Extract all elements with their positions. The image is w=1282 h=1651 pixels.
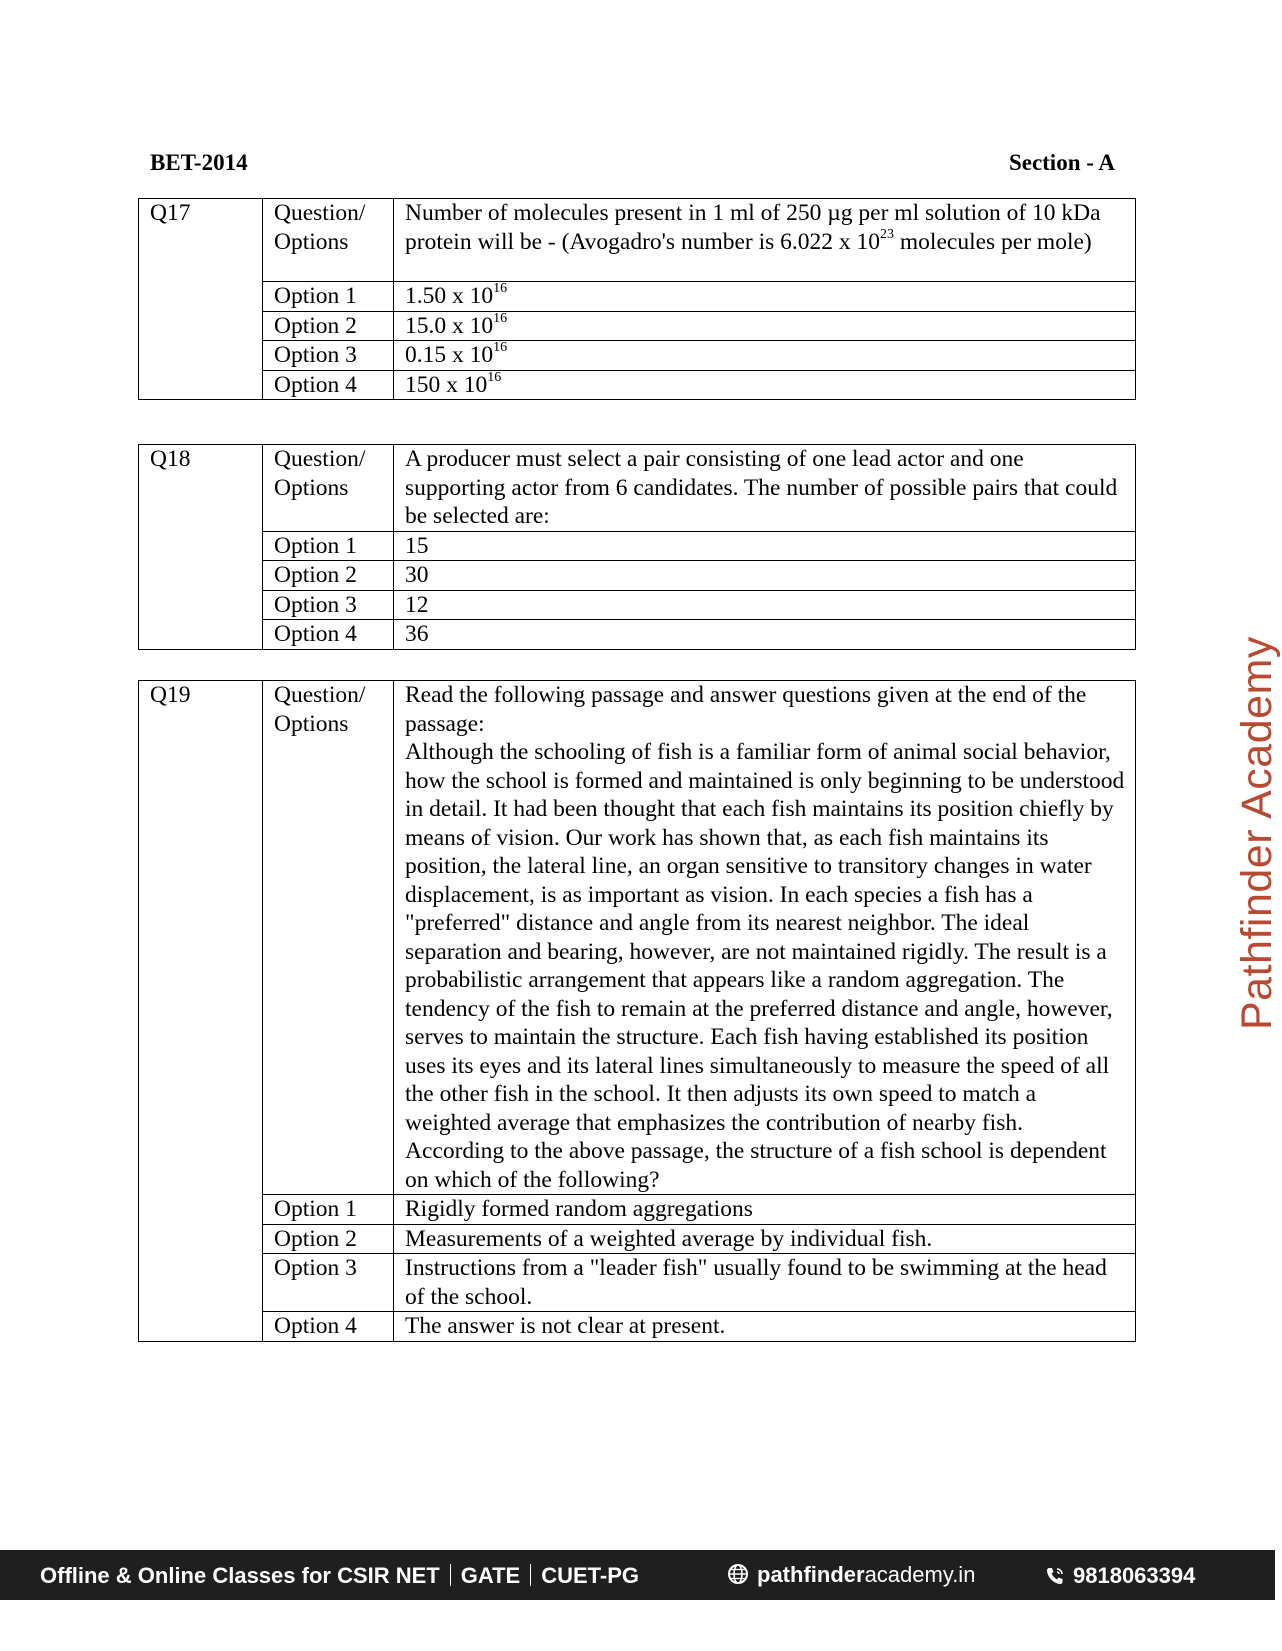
option-label: Option 2 <box>263 311 394 341</box>
option-text: 15 <box>394 531 1136 561</box>
question-table-q19 <box>138 680 1136 1342</box>
question-table-q17 <box>138 198 1136 400</box>
exam-title: BET-2014 <box>150 150 248 175</box>
question-label: Question/ Options <box>263 681 394 1195</box>
option-text: 150 x $10^{16}$ <box>394 370 1136 400</box>
option-label: Option 3 <box>263 341 394 371</box>
question-table-q18 <box>138 444 1136 650</box>
question-text: Number of molecules present in 1 ml of 250 µg per ml solution of 10 kDa protein will be - (Avogadro's number is 6.022 x $10^{23}$ molecules per mole) <box>394 199 1136 282</box>
option-label: Option 4 <box>263 620 394 650</box>
question-label: Question/ Options <box>263 199 394 282</box>
passage-intro: Read the following passage and answer questions given at the end of the passage: <box>405 682 1087 737</box>
question-number: Q18 <box>139 445 263 650</box>
watermark-text: Pathfinder Academy <box>1233 636 1281 1030</box>
website-rest: academy.in <box>864 1562 976 1587</box>
option-text: 15.0 x $10^{16}$ <box>394 311 1136 341</box>
passage-question: According to the above passage, the structure of a fish school is dependent on which of the following? <box>405 1138 1107 1193</box>
option-text: 1.50 x $10^{16}$ <box>394 282 1136 312</box>
option-text: Instructions from a "leader fish" usually found to be swimming at the head of the school. <box>394 1254 1136 1312</box>
option-label: Option 4 <box>263 370 394 400</box>
passage-body: Although the schooling of fish is a familiar form of animal social behavior, how the school is formed and maintained is only beginning to be understood in detail. It had been thought that each fish maintains its position chiefly by means of vision. Our work has shown that, as each fish maintains its position, the lateral line, an organ sensitive to transitory changes in water displacement, is as important as vision. In each species a fish has a "preferred" distance and angle from its nearest neighbor. The ideal separation and bearing, however, are not maintained rigidly. The result is a probabilistic arrangement that appears like a random aggregation. The tendency of the fish to remain at the preferred distance and angle, however, serves to maintain the structure. Each fish having established its position uses its eyes and its lateral lines simultaneously to measure the speed of all the other fish in the school. It then adjusts its own speed to match a weighted average that emphasizes the contribution of nearby fish. <box>405 739 1125 1136</box>
footer-class-3: CUET-PG <box>541 1563 640 1588</box>
option-text: 30 <box>394 561 1136 591</box>
phone-number: 9818063394 <box>1073 1563 1196 1588</box>
footer-class-1: Offline & Online Classes for CSIR NET <box>40 1563 440 1588</box>
option-label: Option 1 <box>263 282 394 312</box>
option-text: The answer is not clear at present. <box>394 1312 1136 1342</box>
option-label: Option 3 <box>263 1254 394 1312</box>
phone-icon <box>1045 1566 1065 1586</box>
option-label: Option 2 <box>263 561 394 591</box>
footer-divider <box>530 1564 531 1586</box>
footer-banner <box>0 1550 1275 1600</box>
question-number: Q19 <box>139 681 263 1342</box>
option-text: 0.15 x $10^{16}$ <box>394 341 1136 371</box>
option-label: Option 3 <box>263 590 394 620</box>
option-label: Option 1 <box>263 531 394 561</box>
footer-classes <box>40 1563 639 1589</box>
option-label: Option 4 <box>263 1312 394 1342</box>
footer-website[interactable] <box>727 1562 975 1588</box>
website-bold: pathfinder <box>757 1562 865 1587</box>
option-text: Measurements of a weighted average by individual fish. <box>394 1224 1136 1254</box>
option-text: 36 <box>394 620 1136 650</box>
page-header <box>150 150 1115 180</box>
footer-phone[interactable] <box>1045 1563 1195 1589</box>
question-text: A producer must select a pair consisting of one lead actor and one supporting actor from 6 candidates. The number of possible pairs that could be selected are: <box>394 445 1136 532</box>
footer-class-2: GATE <box>460 1563 521 1588</box>
option-label: Option 2 <box>263 1224 394 1254</box>
question-number: Q17 <box>139 199 263 400</box>
question-label: Question/ Options <box>263 445 394 532</box>
footer-divider <box>450 1564 451 1586</box>
section-title: Section - A <box>1008 150 1115 175</box>
question-text <box>394 681 1136 1195</box>
globe-icon <box>727 1563 749 1585</box>
option-label: Option 1 <box>263 1195 394 1225</box>
option-text: 12 <box>394 590 1136 620</box>
option-text: Rigidly formed random aggregations <box>394 1195 1136 1225</box>
